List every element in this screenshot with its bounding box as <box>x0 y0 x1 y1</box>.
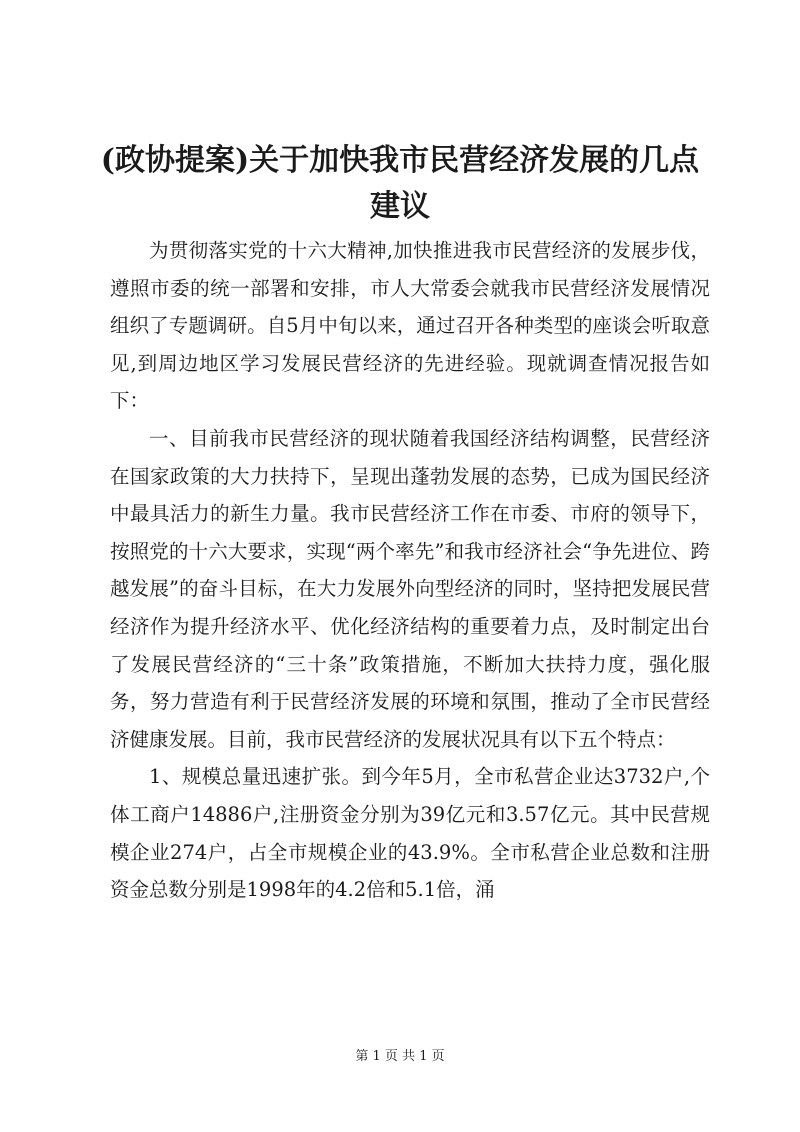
document-title: (政协提案)关于加快我市民营经济发展的几点建议 <box>100 143 700 224</box>
paragraph-point-1: 1、规模总量迅速扩张。到今年5月，全市私营企业达3732户,个体工商户14886户,注册资金分别为39亿元和3.57亿元。其中民营规模企业274户，占全市规模企业的43.9%。全市私营企业总数和注册资金总数分别是1998年的4.2倍和5.1倍，涌 <box>110 765 710 902</box>
paragraph-intro: 为贯彻落实党的十六大精神,加快推进我市民营经济的发展步伐，遵照市委的统一部署和安排，市人大常委会就我市民营经济发展情况组织了专题调研。自5月中旬以来，通过召开各种类型的座谈会听取意见,到周边地区学习发展民营经济的先进经验。现就调查情况报告如下： <box>110 239 710 413</box>
page-footer: 第 1 页 共 1 页 <box>355 1049 445 1064</box>
paragraph-section-1: 一、目前我市民营经济的现状随着我国经济结构调整，民营经济在国家政策的大力扶持下，呈现出蓬勃发展的态势，已成为国民经济中最具活力的新生力量。我市民营经济工作在市委、市府的领导下，按照党的十六大要求，实现“两个率先”和我市经济社会“争先进位、跨越发展”的奋斗目标，在大力发展外向型经济的同时，坚持把发展民营经济作为提升经济水平、优化经济结构的重要着力点，及时制定出台了发展民营经济的“三十条”政策措施，不断加大扶持力度，强化服务，努力营造有利于民营经济发展的环境和氛围，推动了全市民营经济健康发展。目前，我市民营经济的发展状况具有以下五个特点： <box>110 426 710 751</box>
document-body <box>110 232 710 909</box>
